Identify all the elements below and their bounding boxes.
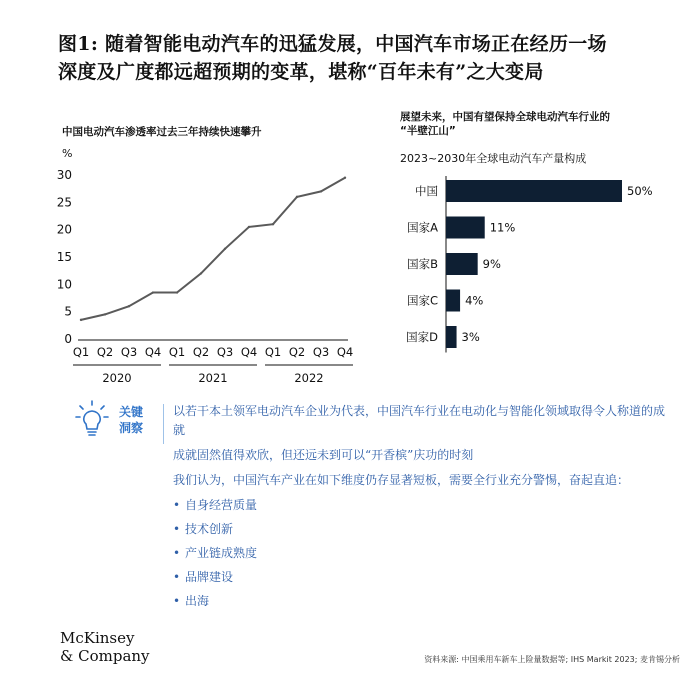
bar-value-label: 3% bbox=[461, 330, 480, 344]
y-tick-label: 5 bbox=[64, 304, 72, 319]
lightbulb-icon bbox=[75, 400, 109, 440]
x-tick-label: Q3 bbox=[120, 345, 138, 359]
bar bbox=[446, 326, 457, 348]
insight-bullet: • 自身经营质量 bbox=[173, 496, 673, 515]
bar bbox=[446, 290, 460, 312]
bar-value-label: 50% bbox=[627, 184, 653, 198]
bar bbox=[446, 253, 478, 275]
y-tick-label: 15 bbox=[56, 250, 72, 264]
bar-chart-heading-line-1: 展望未来，中国有望保持全球电动汽车行业的 bbox=[400, 111, 610, 123]
insight-text bbox=[173, 402, 673, 616]
y-tick-label: 30 bbox=[56, 168, 72, 182]
insight-bullet: • 技术创新 bbox=[173, 520, 673, 539]
x-tick-label: Q1 bbox=[168, 345, 186, 359]
year-group-label: 2022 bbox=[294, 371, 324, 385]
x-tick-label: Q4 bbox=[144, 345, 162, 359]
y-tick-label: 10 bbox=[56, 277, 72, 292]
title-line-1: 图1: 随着智能电动汽车的迅猛发展，中国汽车市场正在经历一场 bbox=[58, 33, 607, 55]
line-chart-title: 中国电动汽车渗透率过去三年持续快速攀升 bbox=[62, 126, 262, 138]
insight-paragraph: 以若干本土领军电动汽车企业为代表，中国汽车行业在电动化与智能化领域取得令人称道的成就 bbox=[173, 404, 666, 437]
year-group-label: 2020 bbox=[102, 371, 132, 385]
bar-category-label: 国家D bbox=[406, 330, 438, 344]
x-tick-label: Q3 bbox=[312, 345, 330, 359]
x-tick-label: Q1 bbox=[72, 345, 90, 359]
bar-value-label: 4% bbox=[465, 293, 484, 308]
bar-chart-title: 2023~2030年全球电动汽车产量构成 bbox=[400, 152, 587, 165]
insight-bullet: • 出海 bbox=[173, 592, 673, 611]
y-tick-label: 25 bbox=[56, 195, 72, 210]
y-tick-label: 0 bbox=[64, 332, 72, 346]
logo-line-1: McKinsey bbox=[60, 629, 135, 647]
bar-category-label: 中国 bbox=[415, 184, 438, 198]
insight-bullet: • 品牌建设 bbox=[173, 568, 673, 587]
title-line-2: 深度及广度都远超预期的变革，堪称“百年未有”之大变局 bbox=[58, 61, 544, 83]
x-tick-label: Q1 bbox=[264, 345, 282, 359]
x-tick-label: Q2 bbox=[192, 345, 210, 359]
key-insight-section bbox=[75, 400, 675, 610]
bar-chart-heading-line-2: “半壁江山” bbox=[400, 125, 456, 137]
key-insight-label-line-1: 关键 bbox=[119, 405, 144, 419]
x-tick-label: Q2 bbox=[96, 345, 114, 359]
bar-value-label: 9% bbox=[482, 257, 501, 271]
bar-category-label: 国家A bbox=[407, 220, 438, 235]
bar-value-label: 11% bbox=[489, 220, 516, 235]
x-tick-label: Q4 bbox=[240, 345, 258, 359]
bar-category-label: 国家B bbox=[407, 257, 438, 271]
bar-category-label: 国家C bbox=[406, 293, 438, 308]
line-chart-unit: % bbox=[62, 147, 73, 160]
bar bbox=[446, 217, 485, 239]
logo-line-2: & Company bbox=[60, 647, 150, 665]
bar bbox=[446, 180, 622, 202]
insight-bullet-list bbox=[173, 496, 673, 611]
y-tick-label: 20 bbox=[56, 222, 72, 237]
insight-paragraph: 成就固然值得欢欣，但还远未到可以“开香槟”庆功的时刻 bbox=[173, 448, 474, 462]
x-tick-label: Q4 bbox=[336, 345, 354, 359]
key-insight-label bbox=[119, 404, 153, 436]
year-group-label: 2021 bbox=[198, 371, 228, 385]
source-note: 资料来源: 中国乘用车新车上险量数据等; IHS Markit 2023; 麦肯锡分析 bbox=[424, 655, 680, 664]
mckinsey-logo bbox=[60, 629, 150, 665]
x-tick-label: Q3 bbox=[216, 345, 234, 359]
insight-divider bbox=[163, 404, 164, 444]
insight-bullet: • 产业链成熟度 bbox=[173, 544, 673, 563]
key-insight-label-line-2: 洞察 bbox=[119, 421, 144, 435]
insight-paragraph: 我们认为，中国汽车产业在如下维度仍存显著短板，需要全行业充分警惕，奋起直追： bbox=[173, 473, 630, 487]
x-tick-label: Q2 bbox=[288, 345, 306, 359]
